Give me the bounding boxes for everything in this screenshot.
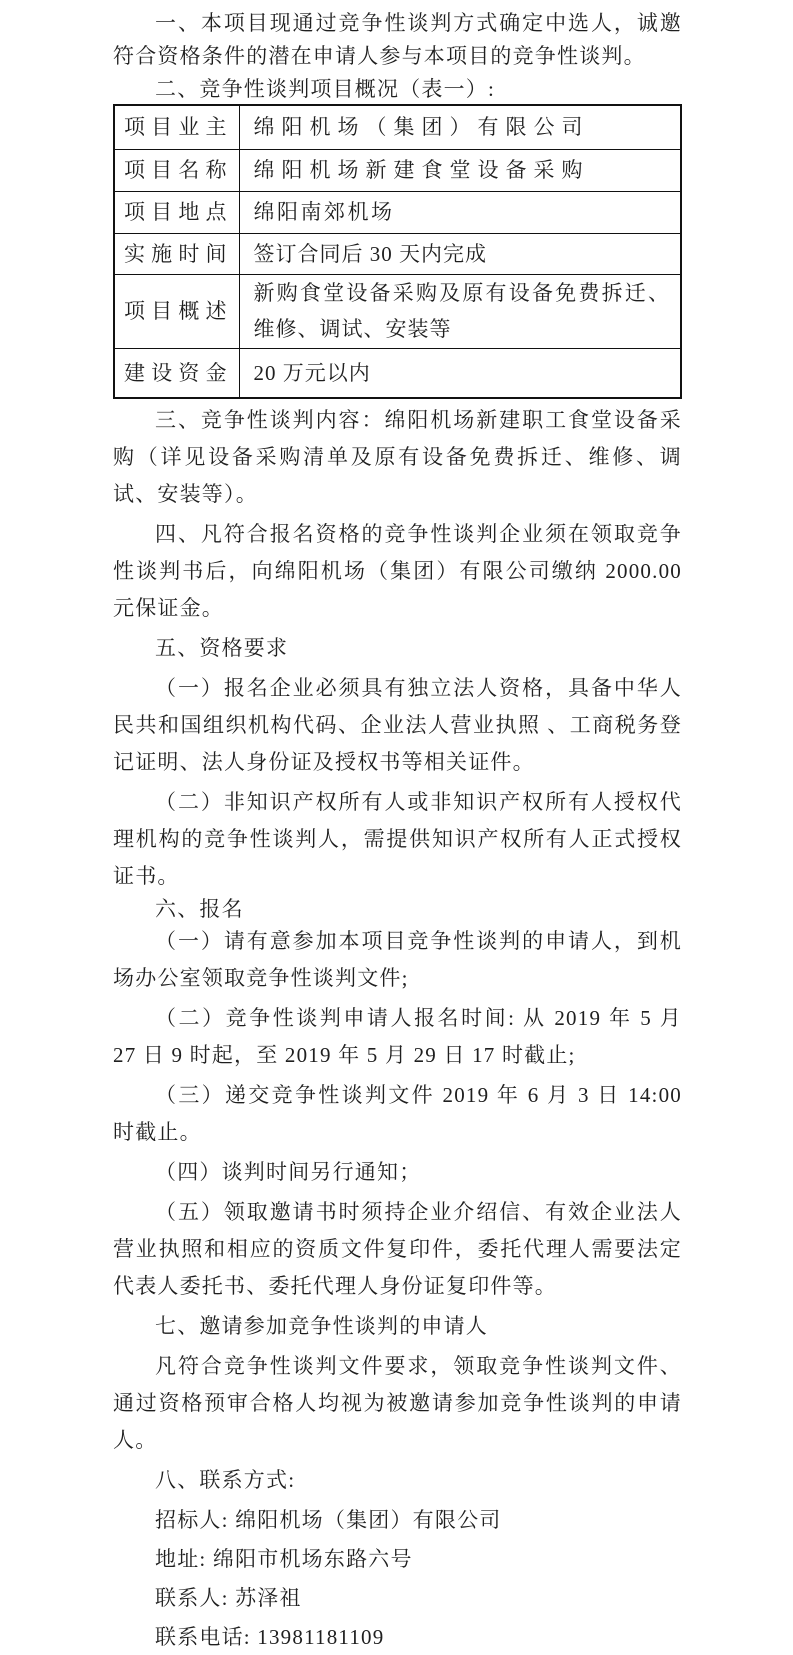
contact-bidder: 招标人: 绵阳机场（集团）有限公司	[155, 1508, 502, 1532]
table-row	[114, 233, 681, 274]
paragraph-section5-item1: （一）报名企业必须具有独立法人资格，具备中华人民共和国组织机构代码、企业法人营业执照 、工商税务登记证明、法人身份证及授权书等相关证件。	[113, 676, 682, 774]
heading-section8: 八、联系方式:	[155, 1468, 296, 1492]
row-value-project-location: 绵阳南郊机场	[239, 191, 681, 233]
row-value-project-summary: 新购食堂设备采购及原有设备免费拆迁、维修、调试、安装等	[239, 274, 681, 348]
row-label-project-summary: 项目概述	[114, 274, 239, 348]
contact-phone: 联系电话: 13981181109	[155, 1625, 385, 1649]
row-value-construction-funds: 20 万元以内	[239, 348, 681, 398]
table-row	[114, 274, 681, 348]
table-row	[114, 105, 681, 149]
table-row	[114, 191, 681, 233]
contact-person: 联系人: 苏泽祖	[155, 1586, 302, 1610]
heading-section7: 七、邀请参加竞争性谈判的申请人	[155, 1314, 488, 1338]
contact-address: 地址: 绵阳市机场东路六号	[155, 1547, 413, 1571]
paragraph-section5-item2: （二）非知识产权所有人或非知识产权所有人授权代理机构的竞争性谈判人，需提供知识产权所有人正式授权证书。	[113, 790, 682, 888]
row-label-project-name: 项目名称	[114, 149, 239, 191]
table-row	[114, 348, 681, 398]
row-value-project-name: 绵阳机场新建食堂设备采购	[239, 149, 681, 191]
paragraph-section6-item3: （三）递交竞争性谈判文件 2019 年 6 月 3 日 14:00 时截止。	[113, 1083, 682, 1144]
row-label-project-location: 项目地点	[114, 191, 239, 233]
paragraph-section3: 三、竞争性谈判内容：绵阳机场新建职工食堂设备采购（详见设备采购清单及原有设备免费拆迁、维修、调试、安装等）。	[113, 408, 682, 506]
paragraph-section6-item4: （四）谈判时间另行通知；	[155, 1160, 422, 1184]
table-row	[114, 149, 681, 191]
project-overview-table	[113, 104, 682, 399]
heading-section6: 六、报名	[155, 897, 244, 921]
paragraph-section1: 一、本项目现通过竞争性谈判方式确定中选人，诚邀符合资格条件的潜在申请人参与本项目的竞争性谈判。	[113, 11, 682, 68]
row-value-implementation-time: 签订合同后 30 天内完成	[239, 233, 681, 274]
heading-section5: 五、资格要求	[155, 636, 289, 660]
paragraph-section4: 四、凡符合报名资格的竞争性谈判企业须在领取竞争性谈判书后，向绵阳机场（集团）有限公司缴纳 2000.00 元保证金。	[113, 522, 682, 620]
row-label-project-owner: 项目业主	[114, 105, 239, 149]
paragraph-section6-item1: （一）请有意参加本项目竞争性谈判的申请人，到机场办公室领取竞争性谈判文件;	[113, 929, 682, 990]
heading-section2: 二、竞争性谈判项目概况（表一）:	[155, 77, 496, 101]
paragraph-section7-body: 凡符合竞争性谈判文件要求，领取竞争性谈判文件、通过资格预审合格人均视为被邀请参加竞争性谈判的申请人。	[113, 1354, 682, 1452]
row-label-construction-funds: 建设资金	[114, 348, 239, 398]
row-label-implementation-time: 实施时间	[114, 233, 239, 274]
row-value-project-owner: 绵阳机场（集团）有限公司	[239, 105, 681, 149]
paragraph-section6-item2: （二）竞争性谈判申请人报名时间: 从 2019 年 5 月 27 日 9 时起，至 2019 年 5 月 29 日 17 时截止;	[113, 1006, 682, 1067]
paragraph-section6-item5: （五）领取邀请书时须持企业介绍信、有效企业法人营业执照和相应的资质文件复印件，委托代理人需要法定代表人委托书、委托代理人身份证复印件等。	[113, 1200, 682, 1298]
